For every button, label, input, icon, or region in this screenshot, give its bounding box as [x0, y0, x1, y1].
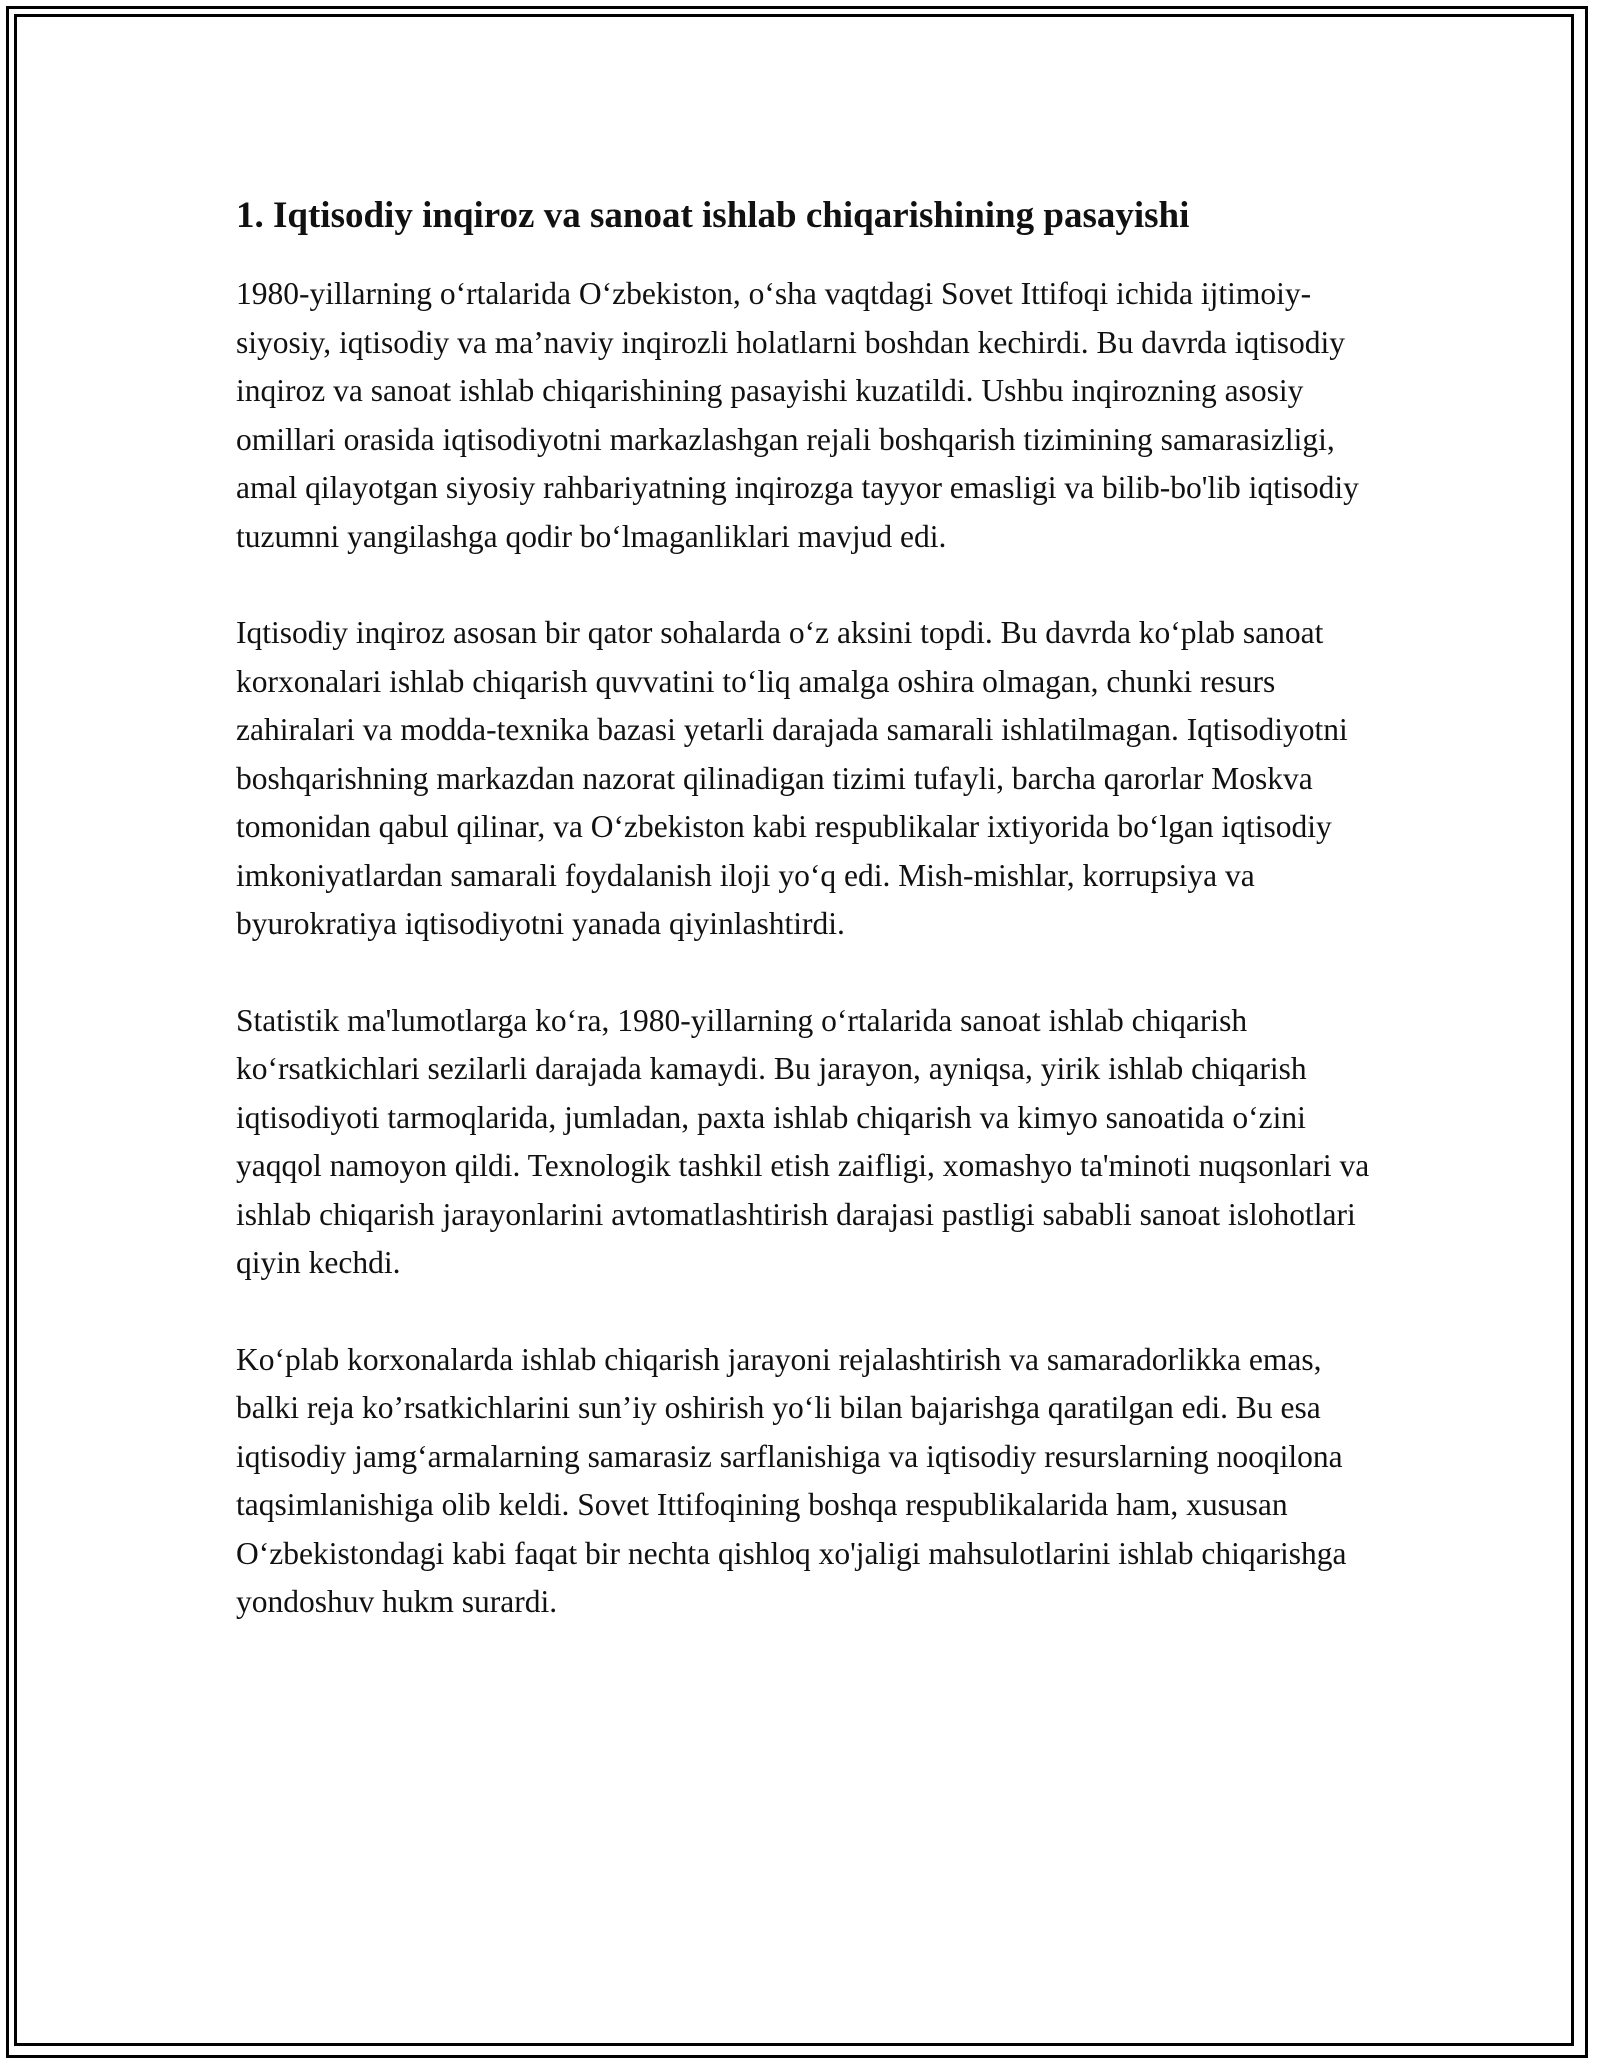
paragraph-3: Statistik ma'lumotlarga ko‘ra, 1980-yillarning o‘rtalarida sanoat ishlab chiqarish ko‘rsatkichlari sezilarli darajada kamaydi. Bu jarayon, ayniqsa, yirik ishlab chiqarish iqtisodiyoti tarmoqlarida, jumladan, paxta ishlab chiqarish va kimyo sanoatida o‘zini yaqqol namoyon qildi. Texnologik tashkil etish zaifligi, xomashyo ta'minoti nuqsonlari va ishlab chiqarish jarayonlarini avtomatlashtirish darajasi pastligi sababli sanoat islohotlari qiyin kechdi.	[236, 1002, 1370, 1280]
document-body	[236, 188, 1376, 1675]
paragraph-2: Iqtisodiy inqiroz asosan bir qator sohalarda o‘z aksini topdi. Bu davrda ko‘plab sanoat korxonalari ishlab chiqarish quvvatini to‘liq amalga oshira olmagan, chunki resurs zahiralari va modda-texnika bazasi yetarli darajada samarali ishlatilmagan. Iqtisodiyotni boshqarishning markazdan nazorat qilinadigan tizimi tufayli, barcha qarorlar Moskva tomonidan qabul qilinar, va O‘zbekiston kabi respublikalar ixtiyorida bo‘lgan iqtisodiy imkoniyatlardan samarali foydalanish iloji yo‘q edi. Mish-mishlar, korrupsiya va byurokratiya iqtisodiyotni yanada qiyinlashtirdi.	[236, 615, 1348, 941]
paragraph-4: Ko‘plab korxonalarda ishlab chiqarish jarayoni rejalashtirish va samaradorlikka emas, balki reja ko’rsatkichlarini sun’iy oshirish yo‘li bilan bajarishga qaratilgan edi. Bu esa iqtisodiy jamg‘armalarning samarasiz sarflanishiga va iqtisodiy resurslarning nooqilona taqsimlanishiga olib keldi. Sovet Ittifoqining boshqa respublikalarida ham, xususan O‘zbekistondagi kabi faqat bir nechta qishloq xo'jaligi mahsulotlarini ishlab chiqarishga yondoshuv hukm surardi.	[236, 1341, 1347, 1619]
section-title: 1. Iqtisodiy inqiroz va sanoat ishlab chiqarishining pasayishi	[236, 195, 1190, 236]
paragraph-1: 1980-yillarning o‘rtalarida O‘zbekiston, o‘sha vaqtdagi Sovet Ittifoqi ichida ijtimoiy-siyosiy, iqtisodiy va ma’naviy inqirozli holatlarni boshdan kechirdi. Bu davrda iqtisodiy inqiroz va sanoat ishlab chiqarishining pasayishi kuzatildi. Ushbu inqirozning asosiy omillari orasida iqtisodiyotni markazlashgan rejali boshqarish tizimining samarasizligi, amal qilayotgan siyosiy rahbariyatning inqirozga tayyor emasligi va bilib-bo'lib iqtisodiy tuzumni yangilashga qodir bo‘lmaganliklari mavjud edi.	[236, 276, 1359, 554]
